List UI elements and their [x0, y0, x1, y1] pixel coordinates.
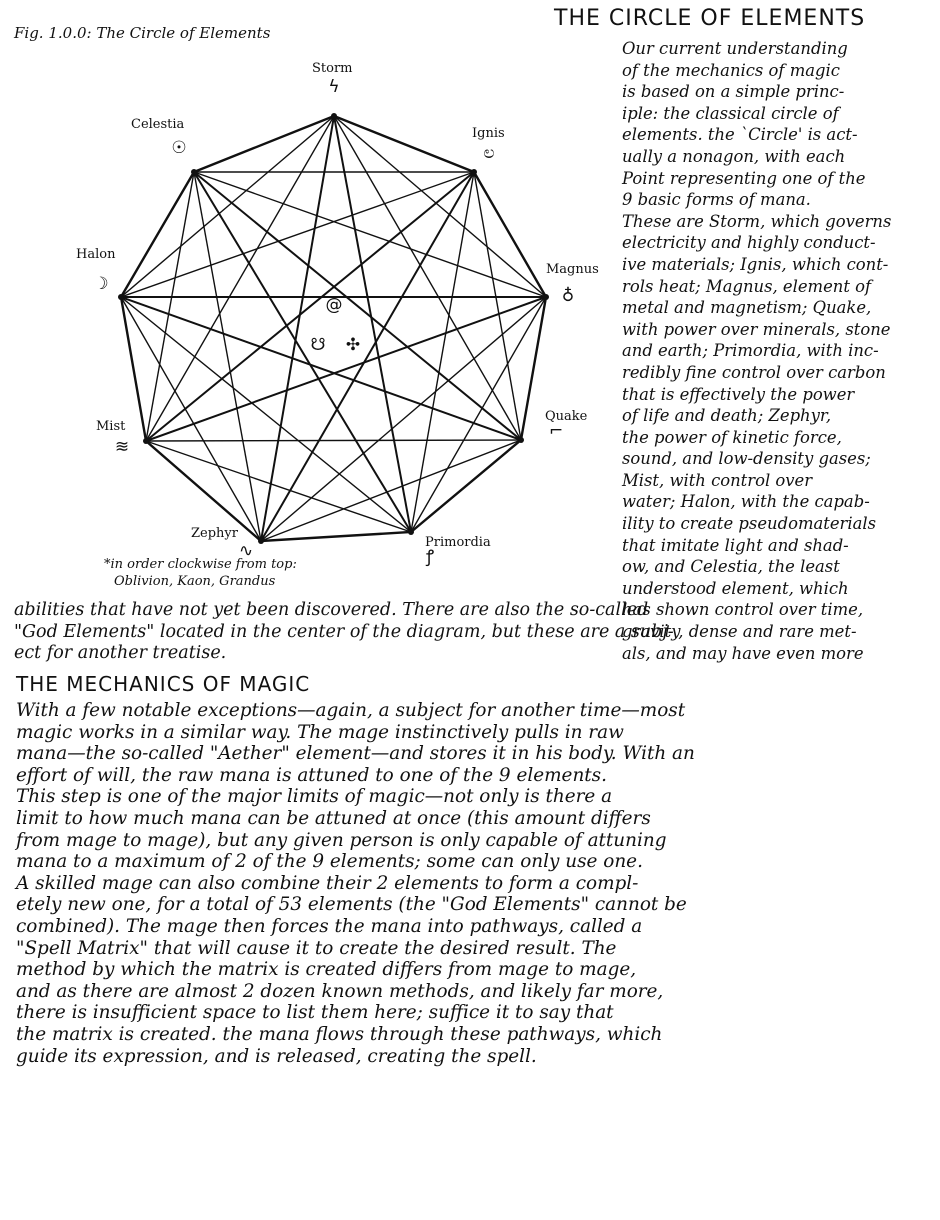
text-line: als, and may have even more [622, 643, 864, 663]
text-line: etely new one, for a total of 53 elements (the "God Elements" cannot be [16, 894, 687, 916]
element-label-primordia: Primordia [425, 535, 491, 550]
chord-line [146, 297, 546, 441]
element-symbol-icon: ≋ [114, 437, 130, 457]
chord-line [121, 297, 521, 440]
text-line: limit to how much mana can be attuned at once (this amount differs [16, 807, 651, 829]
text-line: ect for another treatise. [14, 643, 227, 663]
text-line: "God Elements" located in the center of the diagram, but these are a subj- [14, 621, 674, 642]
text-line: sound, and low-density gases; [622, 449, 871, 469]
chord-line [121, 116, 334, 297]
text-line: that is effectively the power [622, 384, 855, 404]
text-line: magic works in a similar way. The mage instinctively pulls in raw [16, 721, 624, 743]
text-line: rols heat; Magnus, element of [622, 276, 872, 296]
note-line: *in order clockwise from top: [104, 557, 297, 572]
text-line: Point representing one of the [622, 168, 866, 188]
nonagon-edge [121, 116, 546, 541]
vertex-dot [471, 169, 477, 175]
text-line: understood element, which [622, 578, 849, 598]
text-line: abilities that have not yet been discovered. There are also the so-called [14, 600, 649, 620]
text-line: Mist, with control over [622, 470, 813, 490]
note-line: Oblivion, Kaon, Grandus [114, 574, 276, 589]
figure-caption: Fig. 1.0.0: The Circle of Elements [14, 24, 271, 42]
element-label-mist: Mist [96, 419, 126, 434]
god-element-symbol-icon: @ [325, 295, 343, 315]
text-line: of the mechanics of magic [622, 60, 840, 80]
connecting-lines [121, 116, 546, 541]
element-symbol-icon: ♁ [561, 286, 575, 306]
vertex-dot [543, 294, 549, 300]
text-line: redibly fine control over carbon [622, 362, 886, 382]
element-symbol-icon: ϟ [328, 77, 340, 97]
vertex-dot [408, 529, 414, 535]
element-symbols [93, 77, 574, 567]
vertex-dot [143, 438, 149, 444]
intro-column-text [622, 38, 938, 664]
text-line: that imitate light and shad- [622, 535, 849, 555]
text-line: ive materials; Ignis, which cont- [622, 254, 889, 274]
vertex-dot [258, 538, 264, 544]
text-line: "Spell Matrix" that will cause it to create the desired result. The [16, 937, 617, 959]
text-line: metal and magnetism; Quake, [622, 298, 872, 318]
text-line: is based on a simple princ- [622, 82, 845, 102]
chord-line [121, 297, 411, 532]
text-line: mana—the so-called "Aether" element—and stores it in his body. With an [16, 743, 695, 765]
text-line: guide its expression, and is released, creating the spell. [16, 1045, 537, 1067]
text-line: has shown control over time, [622, 600, 864, 620]
text-line: water; Halon, with the capab- [622, 492, 870, 512]
text-line: This step is one of the major limits of magic—not only is there a [16, 786, 613, 808]
text-line: electricity and highly conduct- [622, 233, 876, 253]
text-line: combined). The mage then forces the mana into pathways, called a [16, 915, 643, 937]
vertex-dot [518, 437, 524, 443]
text-line: from mage to mage), but any given person is only capable of attuning [16, 829, 667, 851]
text-line: ually a nonagon, with each [622, 146, 846, 166]
chord-line [146, 441, 411, 532]
text-line: These are Storm, which governs [622, 211, 892, 231]
element-symbol-icon: ☽ [93, 274, 109, 294]
text-line: with power over minerals, stone [622, 319, 891, 339]
element-symbol-icon: ಲ [483, 143, 495, 163]
text-line: Our current understanding [622, 39, 848, 58]
mechanics-body-text [16, 700, 936, 1067]
text-line: the power of kinetic force, [622, 427, 842, 447]
element-label-ignis: Ignis [472, 126, 505, 141]
text-line: elements. the `Circle' is act- [622, 125, 858, 145]
text-line: 9 basic forms of mana. [622, 190, 811, 210]
text-line: of life and death; Zephyr, [622, 406, 832, 426]
element-label-quake: Quake [545, 409, 588, 424]
text-line: mana to a maximum of 2 of the 9 elements; some can only use one. [16, 851, 643, 873]
element-symbol-icon: ꝭ [425, 547, 435, 567]
text-line: and as there are almost 2 dozen known methods, and likely far more, [16, 980, 664, 1002]
chord-line [261, 297, 546, 541]
text-line: and earth; Primordia, with inc- [622, 341, 879, 361]
text-line: ow, and Celestia, the least [622, 557, 840, 577]
element-label-celestia: Celestia [131, 117, 185, 132]
god-element-symbol-icon: ☋ [310, 335, 326, 355]
chord-line [121, 172, 474, 297]
element-symbol-icon: ∿ [238, 541, 254, 561]
text-line: iple: the classical circle of [622, 103, 839, 123]
text-line: method by which the matrix is created differs from mage to mage, [16, 959, 637, 981]
vertex-dot [191, 169, 197, 175]
god-elements-center [310, 295, 360, 355]
intro-continuation-text [14, 600, 934, 665]
text-line: gravity, dense and rare met- [622, 622, 857, 642]
god-element-symbol-icon: ✣ [345, 335, 361, 355]
element-label-storm: Storm [312, 61, 353, 76]
section-heading: THE MECHANICS OF MAGIC [16, 672, 311, 696]
page-title: THE CIRCLE OF ELEMENTS [554, 6, 866, 31]
text-line: there is insufficient space to list them here; suffice it to say that [16, 1002, 614, 1024]
text-line: A skilled mage can also combine their 2 elements to form a compl- [16, 872, 639, 894]
element-symbol-icon: ☉ [171, 138, 187, 158]
element-symbol-icon: ⌐ [548, 421, 564, 441]
god-elements-note [104, 556, 297, 590]
chord-line [334, 116, 546, 297]
chord-line [146, 440, 521, 441]
chord-line [194, 172, 546, 297]
text-line: effort of will, the raw mana is attuned to one of the 9 elements. [16, 764, 607, 786]
element-label-zephyr: Zephyr [191, 526, 238, 541]
text-line: With a few notable exceptions—again, a subject for another time—most [16, 700, 686, 721]
chord-line [194, 172, 521, 440]
element-label-magnus: Magnus [546, 262, 599, 277]
vertex-dot [331, 113, 337, 119]
element-label-halon: Halon [76, 247, 116, 262]
text-line: the matrix is created. the mana flows through these pathways, which [16, 1023, 663, 1045]
vertex-dot [118, 294, 124, 300]
text-line: ility to create pseudomaterials [622, 514, 877, 534]
